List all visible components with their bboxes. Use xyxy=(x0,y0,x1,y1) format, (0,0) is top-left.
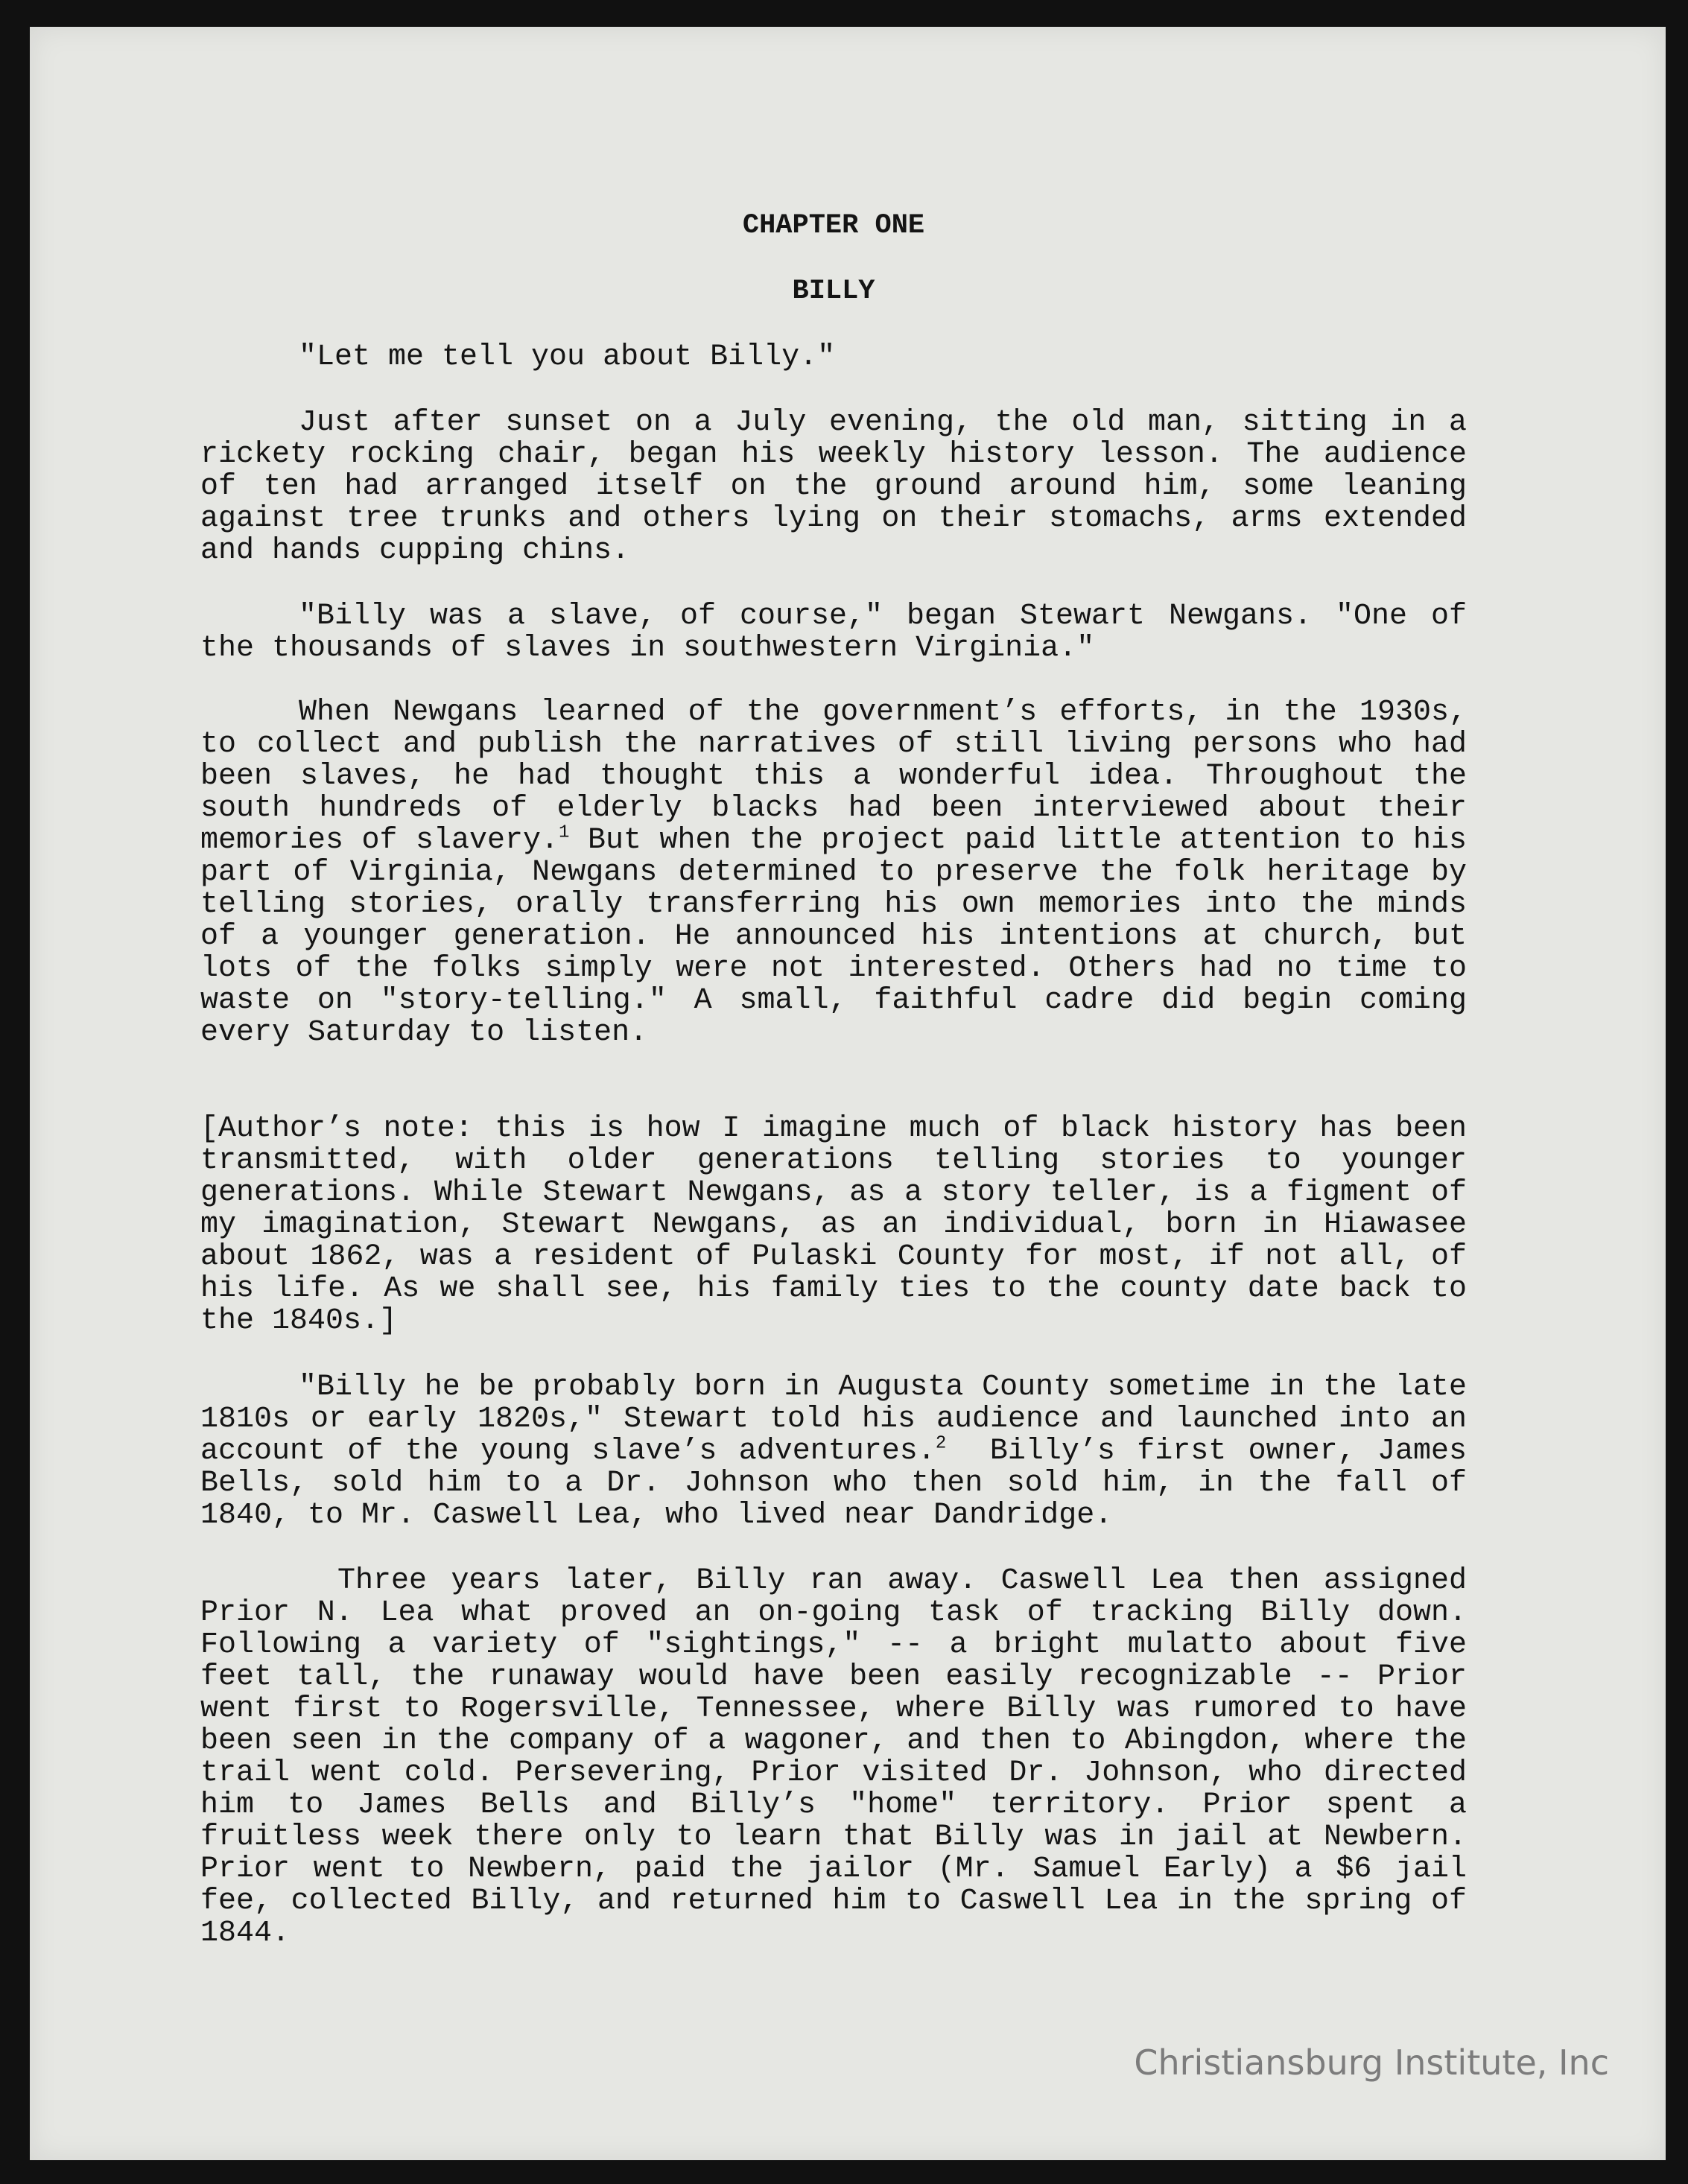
chapter-title: CHAPTER ONE xyxy=(742,210,925,241)
paragraph-6-text-a: "Billy he be probably born in Augusta County sometime in the late 1810s or early 1820s," Stewart told his audience and launched into an account of the young slave’s adventures. xyxy=(200,1371,1467,1468)
paragraph-4 xyxy=(200,696,1467,1049)
paragraph-1: "Let me tell you about Billy." xyxy=(299,340,836,374)
paragraph-4-text-a: When Newgans learned of the government’s efforts, in the 1930s, to collect and publish the narratives of still living persons who had been slaves, he had thought this a wonderful idea. Throughout the south hundreds of elderly blacks had been interviewed about their memories of slavery. xyxy=(200,696,1467,857)
paragraph-4-text-b: But when the project paid little attention to his part of Virginia, Newgans determined to preserve the folk heritage by telling stories, orally transferring his own memories into the minds of a younger generation. He announced his intentions at church, but lots of the folks simply were not interested. Others had no time to waste on "story-telling." A small, faithful cadre did begin coming every Saturday to listen. xyxy=(200,824,1467,1050)
chapter-subtitle: BILLY xyxy=(792,276,875,307)
author-note: [Author’s note: this is how I imagine much of black history has been transmitted, with older generations telling stories to younger generations. While Stewart Newgans, as a story teller, is a figment of my imagination, Stewart Newgans, as an individual, born in Hiawasee about 1862, was a resident of Pulaski County for most, if not all, of his life. As we shall see, his family ties to the county date back to the 1840s.] xyxy=(200,1112,1467,1338)
paragraph-7: Three years later, Billy ran away. Caswell Lea then assigned Prior N. Lea what proved an on-going task of tracking Billy down. Following a variety of "sightings," -- a bright mulatto about five feet tall, the runaway would have been easily recognizable -- Prior went first to Rogersville, Tennessee, where Billy was rumored to have been seen in the company of a wagoner, and then to Abingdon, where the trail went cold. Persevering, Prior visited Dr. Johnson, who directed him to James Bells and Billy’s "home" territory. Prior spent a fruitless week there only to learn that Billy was in jail at Newbern. Prior went to Newbern, paid the jailor (Mr. Samuel Early) a $6 jail fee, collected Billy, and returned him to Caswell Lea in the spring of 1844. xyxy=(200,1564,1467,1950)
paragraph-2: Just after sunset on a July evening, the old man, sitting in a rickety rocking chair, began his weekly history lesson. The audience of ten had arranged itself on the ground around him, some leaning against tree trunks and others lying on their stomachs, arms extended and hands cupping chins. xyxy=(200,406,1467,568)
document-page xyxy=(30,27,1666,2160)
footnote-mark-2: 2 xyxy=(935,1433,947,1454)
watermark: Christiansburg Institute, Inc xyxy=(1134,2042,1609,2083)
paragraph-6 xyxy=(200,1371,1467,1531)
paragraph-6-text-b: Billy’s first owner, James Bells, sold him to a Dr. Johnson who then sold him, in the fall of 1840, to Mr. Caswell Lea, who lived near Dandridge. xyxy=(200,1435,1467,1532)
footnote-mark-1: 1 xyxy=(559,822,570,843)
paragraph-3: "Billy was a slave, of course," began Stewart Newgans. "One of the thousands of slaves in southwestern Virginia." xyxy=(200,600,1467,665)
